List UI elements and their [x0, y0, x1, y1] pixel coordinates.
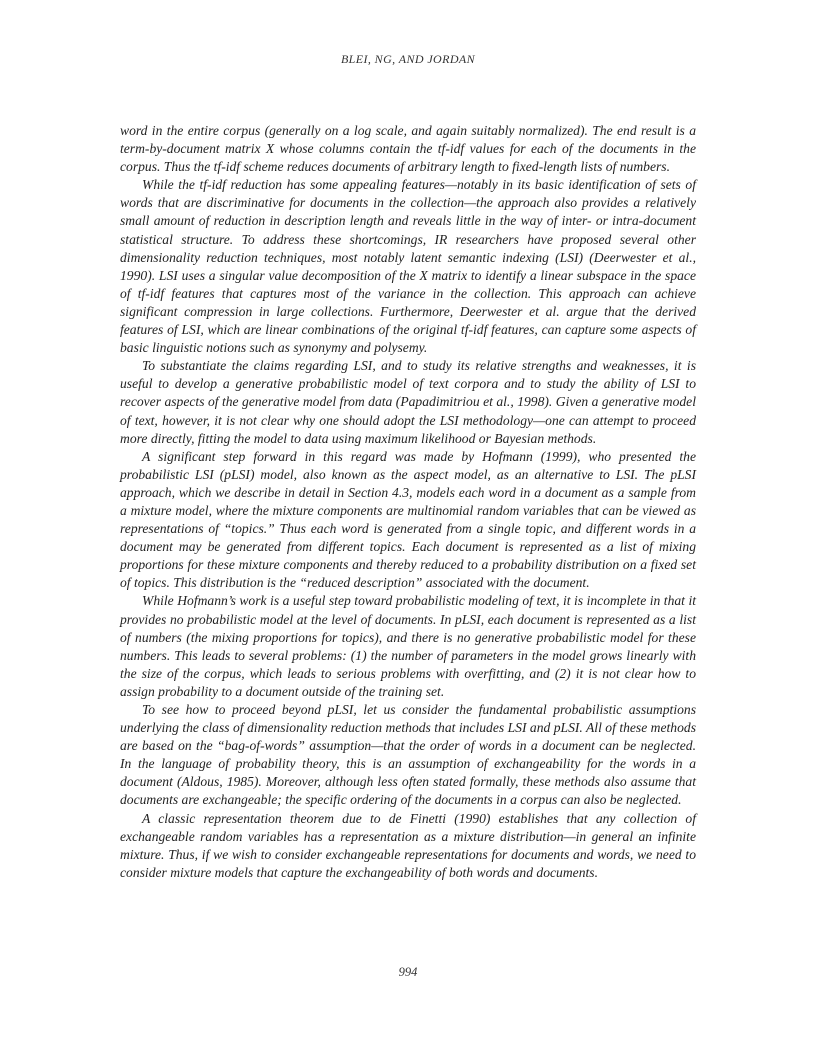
- page-number: 994: [398, 965, 418, 979]
- paragraph-4: A significant step forward in this regard was made by Hofmann (1999), who presented the probabilistic LSI (pLSI) model, also known as the aspect model, as an alternative to LSI. The pLSI approach, which we describe in detail in Section 4.3, models each word in a document as a sample from a mixture model, where the mixture components are multinomial random variables that can be viewed as representations of “topics.” Thus each word is generated from a single topic, and different words in a document may be generated from different topics. Each document is represented as a list of mixing proportions for these mixture components and thereby reduced to a probability distribution on a fixed set of topics. This distribution is the “reduced description” associated with the document.: [120, 448, 696, 591]
- paragraph-1: word in the entire corpus (generally on a log scale, and again suitably normalized). The end result is a term-by-document matrix X whose columns contain the tf-idf values for each of the documents in the corpus. Thus the tf-idf scheme reduces documents of arbitrary length to fixed-length lists of numbers.: [120, 123, 696, 175]
- paragraph-3: To substantiate the claims regarding LSI, and to study its relative strengths and weaknesses, it is useful to develop a generative probabilistic model of text corpora and to study the ability of LSI to recover aspects of the generative model from data (Papadimitriou et al., 1998). Given a generative model of text, however, it is not clear why one should adopt the LSI methodology—one can attempt to proceed more directly, fitting the model to data using maximum likelihood or Bayesian methods.: [120, 358, 696, 446]
- paragraph-2: While the tf-idf reduction has some appealing features—notably in its basic identification of sets of words that are discriminative for documents in the collection—the approach also provides a relatively small amount of reduction in description length and reveals little in the way of inter- or intra-document statistical structure. To address these shortcomings, IR researchers have proposed several other dimensionality reduction techniques, most notably latent semantic indexing (LSI) (Deerwester et al., 1990). LSI uses a singular value decomposition of the X matrix to identify a linear subspace in the space of tf-idf features that captures most of the variance in the collection. This approach can achieve significant compression in large collections. Furthermore, Deerwester et al. argue that the derived features of LSI, which are linear combinations of the original tf-idf features, can capture some aspects of basic linguistic notions such as synonymy and polysemy.: [120, 177, 696, 356]
- body-text: [120, 122, 696, 882]
- running-head: BLEI, NG, AND JORDAN: [340, 52, 476, 66]
- paragraph-6: To see how to proceed beyond pLSI, let us consider the fundamental probabilistic assumptions underlying the class of dimensionality reduction methods that includes LSI and pLSI. All of these methods are based on the “bag-of-words” assumption—that the order of words in a document can be neglected. In the language of probability theory, this is an assumption of exchangeability for the words in a document (Aldous, 1985). Moreover, although less often stated formally, these methods also assume that documents are exchangeable; the specific ordering of the documents in a corpus can also be neglected.: [120, 702, 696, 808]
- paragraph-5: While Hofmann’s work is a useful step toward probabilistic modeling of text, it is incomplete in that it provides no probabilistic model at the level of documents. In pLSI, each document is represented as a list of numbers (the mixing proportions for topics), and there is no generative probabilistic model for these numbers. This leads to several problems: (1) the number of parameters in the model grows linearly with the size of the corpus, which leads to serious problems with overfitting, and (2) it is not clear how to assign probability to a document outside of the training set.: [120, 593, 696, 699]
- paragraph-7: A classic representation theorem due to de Finetti (1990) establishes that any collection of exchangeable random variables has a representation as a mixture distribution—in general an infinite mixture. Thus, if we wish to consider exchangeable representations for documents and words, we need to consider mixture models that capture the exchangeability of both words and documents.: [120, 810, 696, 880]
